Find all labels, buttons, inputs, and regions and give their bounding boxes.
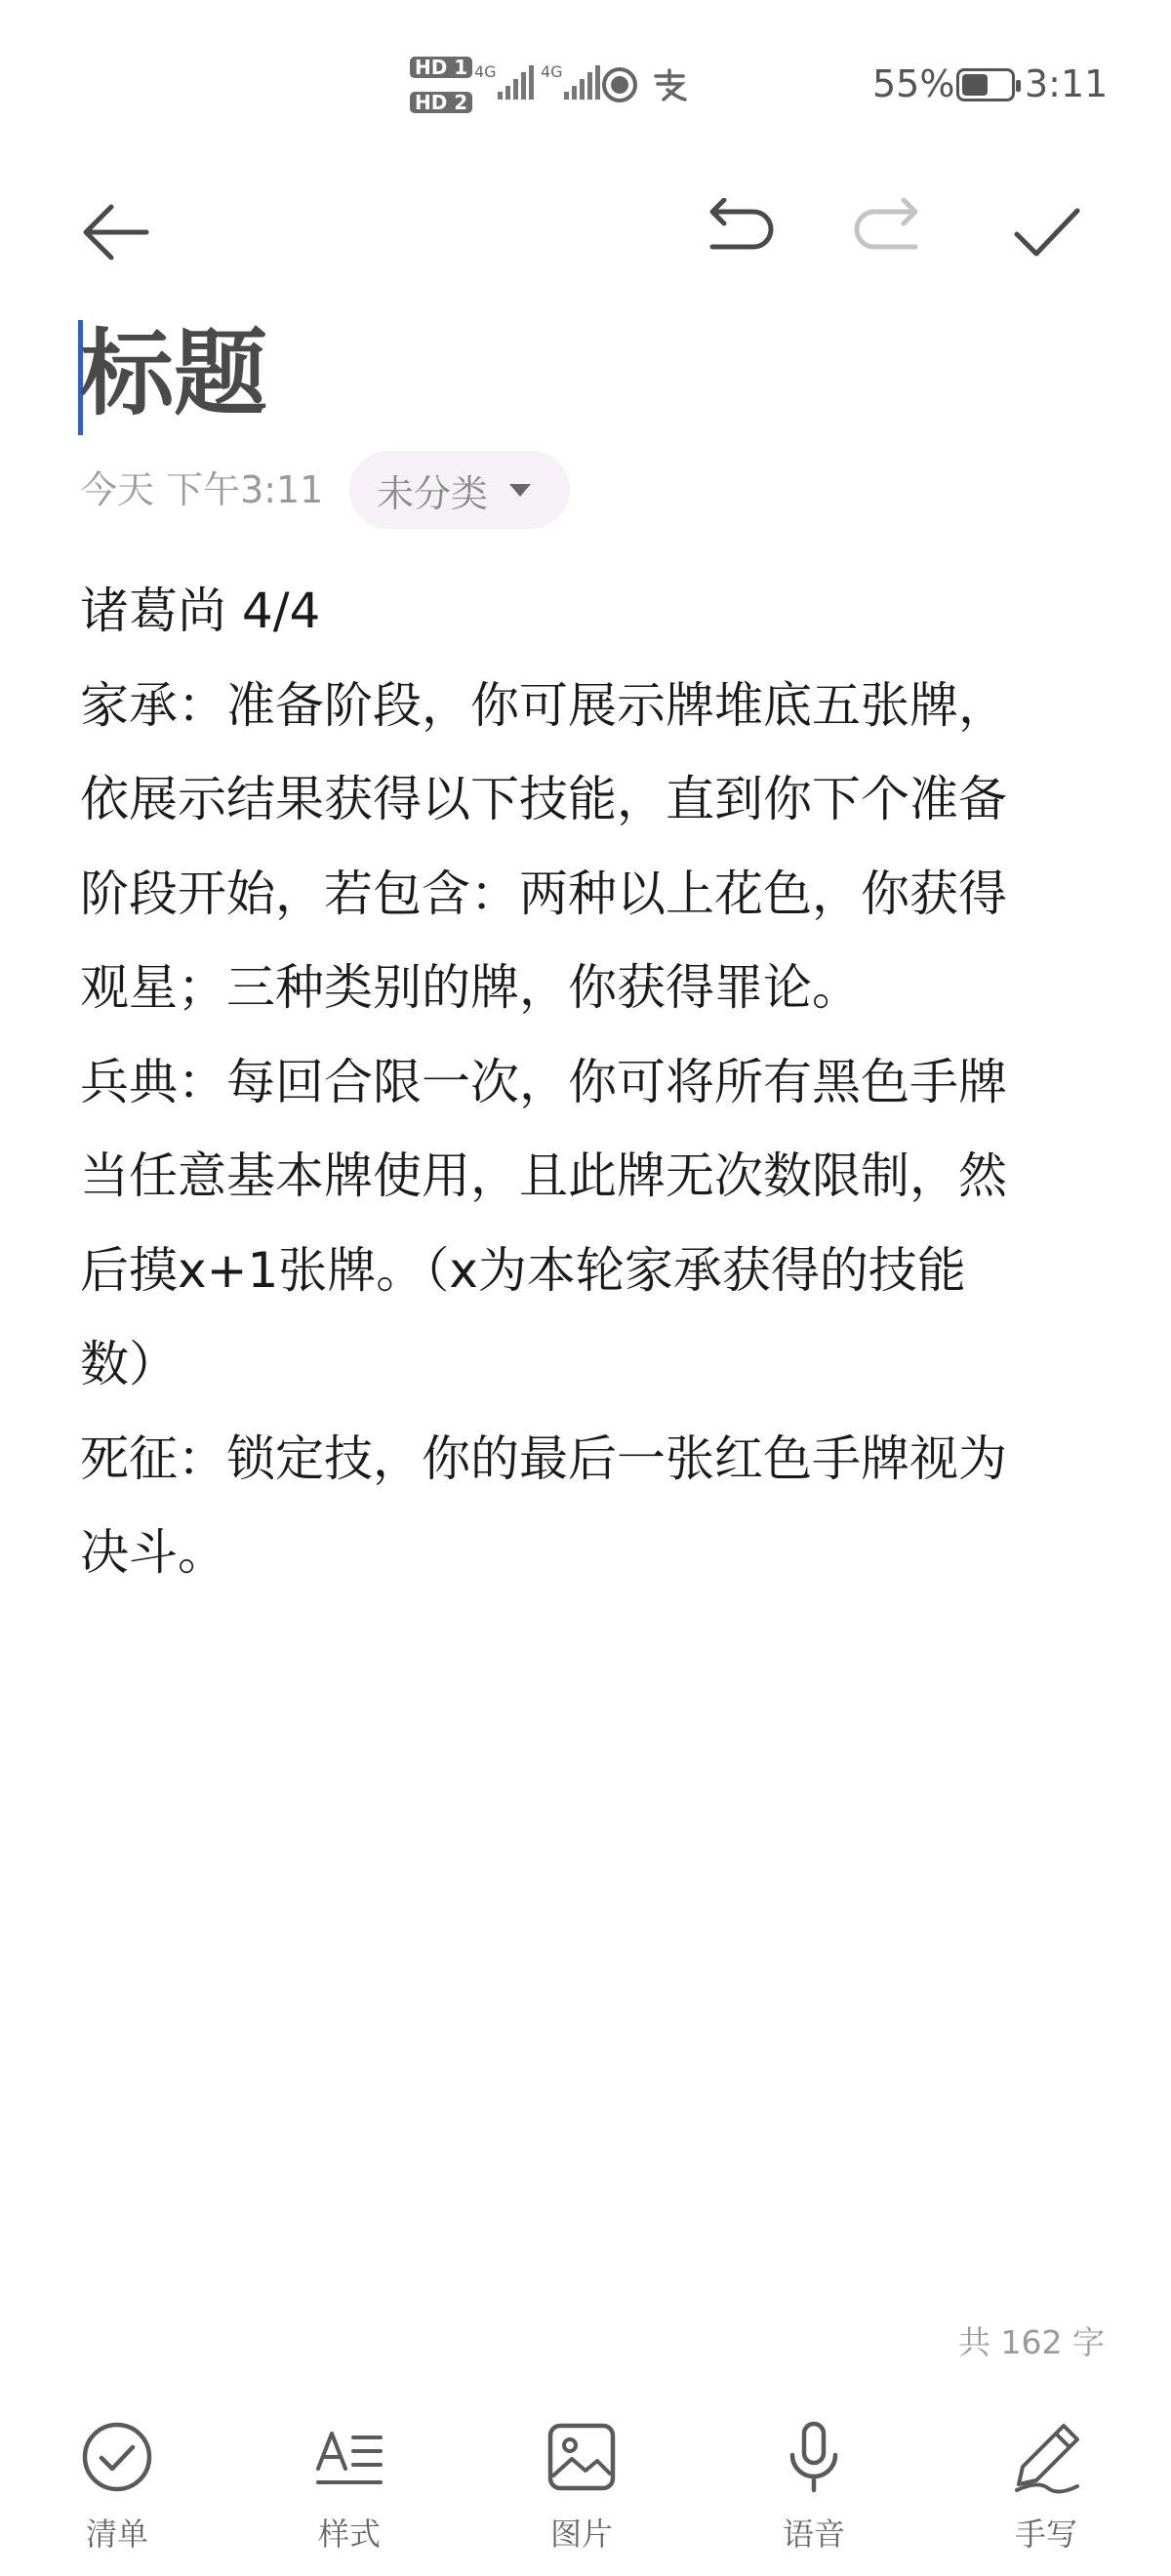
title-input[interactable]: 标题: [80, 319, 267, 428]
style-button[interactable]: [252, 2410, 447, 2576]
sim2-network-type: 4G: [541, 62, 563, 81]
dropdown-triangle-icon: [509, 484, 531, 497]
status-bar: [0, 0, 1171, 166]
back-button[interactable]: [68, 185, 162, 279]
word-count: 共 162 字: [958, 2323, 1105, 2361]
alipay-status-icon: [650, 68, 689, 103]
redo-button[interactable]: [843, 185, 937, 279]
battery-icon: [956, 68, 1015, 101]
checklist-icon: [80, 2420, 154, 2494]
image-button[interactable]: [484, 2410, 679, 2576]
timer-status-icon: [601, 66, 638, 103]
handwriting-button[interactable]: [949, 2410, 1144, 2576]
bottom-toolbar: [0, 2410, 1171, 2576]
check-icon: [1009, 195, 1083, 269]
voice-label: 语音: [782, 2516, 845, 2553]
text-style-icon: [312, 2420, 386, 2494]
sim1-network-type: 4G: [474, 62, 497, 81]
note-line: 死征：锁定技，你的最后一张红色手牌视为: [80, 1429, 1007, 1487]
image-label: 图片: [549, 2516, 613, 2553]
note-body-editor[interactable]: [80, 564, 1095, 1600]
battery-percent: 55%: [872, 62, 955, 105]
note-line: 后摸x+1张牌。（x为本轮家承获得的技能: [80, 1241, 966, 1299]
back-arrow-icon: [78, 195, 152, 269]
note-line: 数）: [80, 1336, 178, 1392]
category-dropdown[interactable]: [349, 451, 570, 529]
voice-button[interactable]: [716, 2410, 911, 2576]
note-line: 兵典：每回合限一次，你可将所有黑色手牌: [80, 1053, 1007, 1110]
confirm-button[interactable]: [999, 185, 1093, 279]
handwriting-pen-icon: [1009, 2420, 1083, 2494]
note-date: 今天 下午3:11: [80, 468, 324, 511]
handwriting-label: 手写: [1014, 2516, 1077, 2553]
redo-icon: [851, 198, 929, 266]
checklist-label: 清单: [85, 2516, 148, 2553]
microphone-icon: [777, 2420, 851, 2494]
category-label: 未分类: [377, 471, 489, 515]
note-line: 当任意基本牌使用，且此牌无次数限制，然: [80, 1147, 1007, 1204]
image-icon: [545, 2420, 619, 2494]
note-line: 诸葛尚 4/4: [80, 583, 321, 639]
note-line: 决斗。: [80, 1524, 226, 1581]
note-line: 阶段开始，若包含：两种以上花色，你获得: [80, 865, 1007, 922]
undo-button[interactable]: [691, 185, 785, 279]
note-line: 家承：准备阶段，你可展示牌堆底五张牌，: [80, 676, 1007, 734]
battery-fill: [962, 74, 988, 96]
sim1-hd-badge: HD 1: [410, 57, 472, 78]
undo-icon: [699, 198, 777, 266]
status-time: 3:11: [1025, 62, 1109, 105]
style-label: 样式: [317, 2516, 381, 2553]
sim2-hd-badge: HD 2: [410, 92, 472, 113]
note-line: 观星；三种类别的牌，你获得罪论。: [80, 959, 861, 1016]
note-line: 依展示结果获得以下技能，直到你下个准备: [80, 771, 1007, 827]
checklist-button[interactable]: [20, 2410, 215, 2576]
